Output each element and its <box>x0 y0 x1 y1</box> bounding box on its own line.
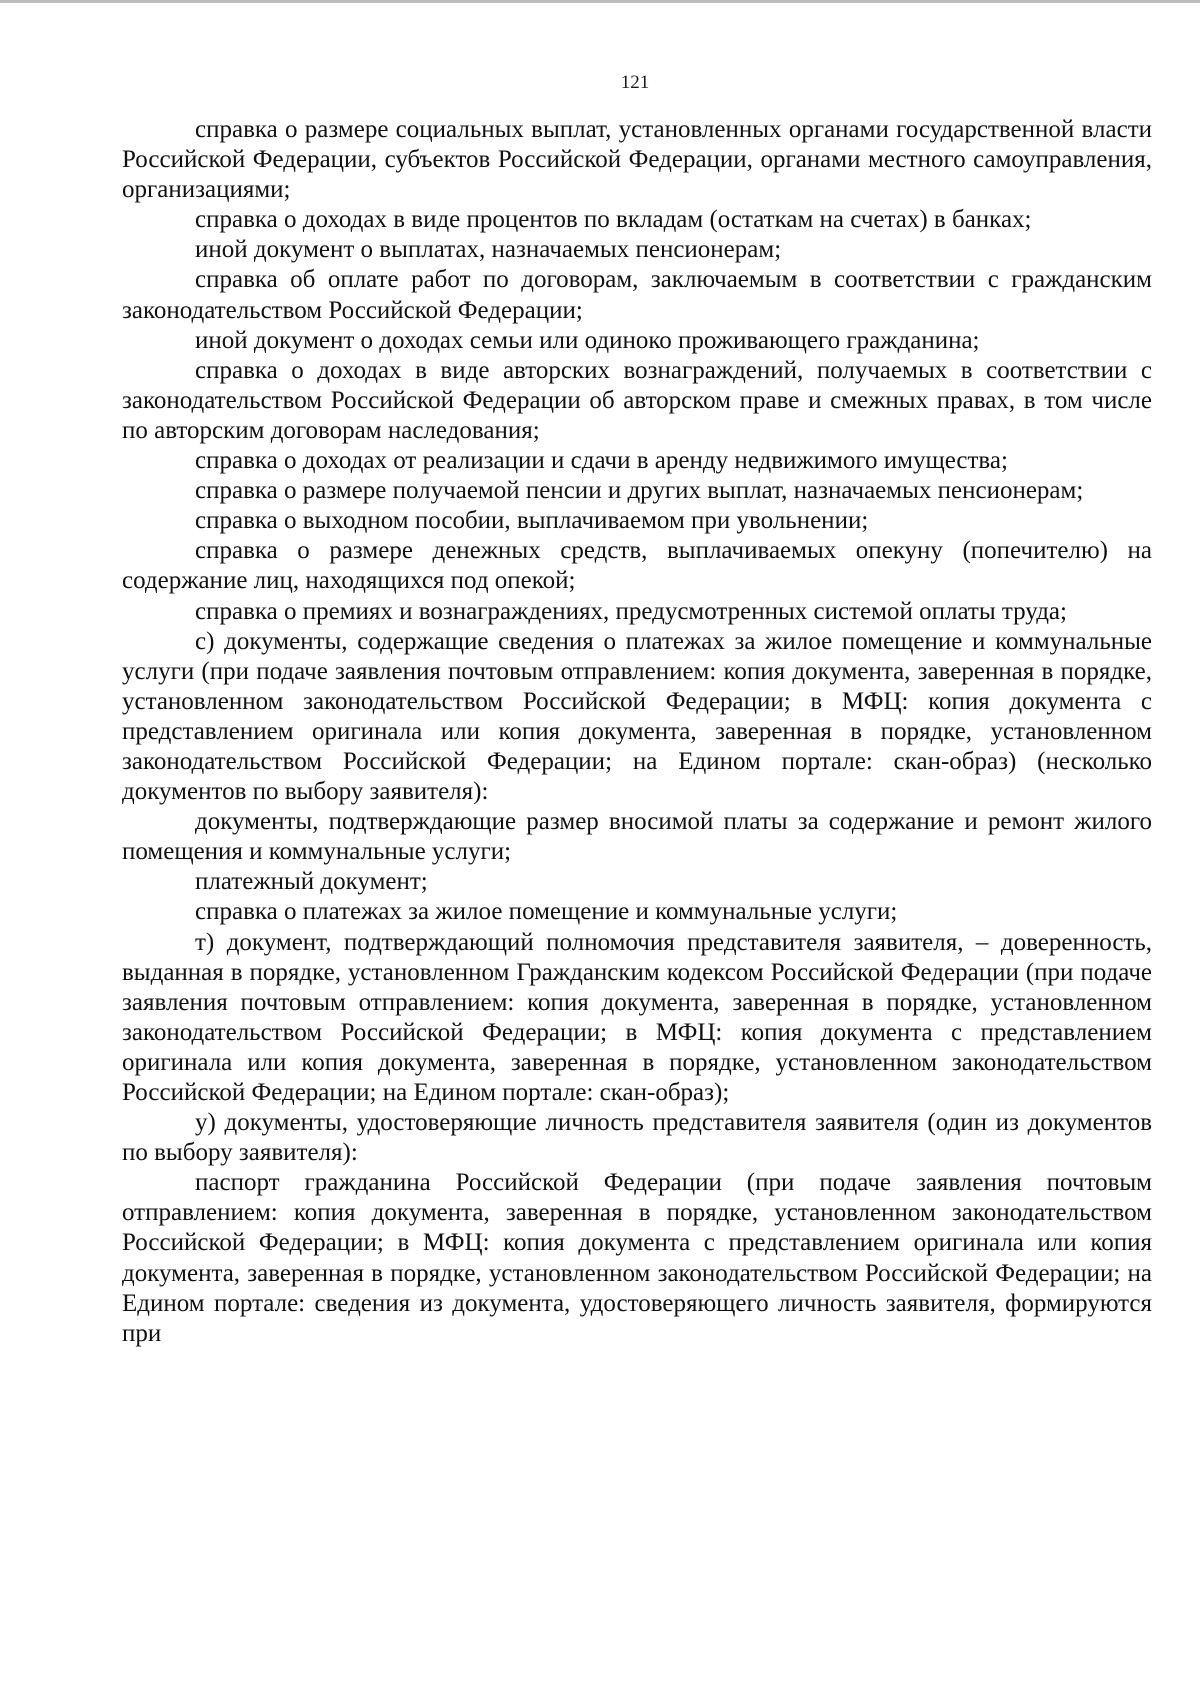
paragraph-item-t-power-of-attorney: т) документ, подтверждающий полномочия представителя заявителя, – доверенность, выданная в порядке, установленном Гражданским кодексом Российской Федерации (при подаче заявления почтовым отправлением: копия документа, заверенная в порядке, установленном законодательством Российской Федерации; в МФЦ: копия документа с представлением оригинала или копия документа, заверенная в порядке, установленном законодательством Российской Федерации; на Едином портале: скан-образ); <box>122 928 1152 1106</box>
top-edge-rule <box>0 0 1200 3</box>
paragraph-item-u-identity-documents: у) документы, удостоверяющие личность представителя заявителя (один из документов по выбору заявителя): <box>122 1109 1152 1167</box>
paragraph-payment-document: платежный документ; <box>195 868 428 896</box>
paragraph-pension-payments-doc: иной документ о выплатах, назначаемых пенсионерам; <box>195 236 782 264</box>
paragraph-contract-work: справка об оплате работ по договорам, заключаемым в соответствии с гражданским законодательством Российской Федерации; <box>122 266 1152 324</box>
paragraph-social-payments: справка о размере социальных выплат, установленных органами государственной власти Российской Федерации, субъектов Российской Федерации, органами местного самоуправления, организациями; <box>122 116 1152 204</box>
paragraph-family-income: иной документ о доходах семьи или одиноко проживающего гражданина; <box>195 326 980 354</box>
document-body <box>122 115 1152 1349</box>
paragraph-bonuses: справка о премиях и вознаграждениях, предусмотренных системой оплаты труда; <box>195 597 1067 625</box>
paragraph-real-estate-income: справка о доходах от реализации и сдачи в аренду недвижимого имущества; <box>195 447 1008 475</box>
paragraph-guardian-funds: справка о размере денежных средств, выплачиваемых опекуну (попечителю) на содержание лиц, находящихся под опекой; <box>122 537 1152 595</box>
paragraph-pension-amount: справка о размере получаемой пенсии и других выплат, назначаемых пенсионерам; <box>195 477 1084 505</box>
paragraph-passport: паспорт гражданина Российской Федерации (при подаче заявления почтовым отправлением: копия документа, заверенная в порядке, установленном законодательством Российской Федерации; в МФЦ: копия документа с представлением оригинала или копия документа, заверенная в порядке, установленном законодательством Российской Федерации; на Едином портале: сведения из документа, удостоверяющего личность заявителя, формируются при <box>122 1169 1152 1347</box>
paragraph-severance-pay: справка о выходном пособии, выплачиваемом при увольнении; <box>195 507 869 535</box>
paragraph-maintenance-fee-docs: документы, подтверждающие размер вносимой платы за содержание и ремонт жилого помещения и коммунальные услуги; <box>122 808 1152 866</box>
paragraph-author-royalties: справка о доходах в виде авторских вознаграждений, получаемых в соответствии с законодательством Российской Федерации об авторском праве и смежных правах, в том числе по авторским договорам наследования; <box>122 356 1152 444</box>
paragraph-utility-payments-certificate: справка о платежах за жилое помещение и коммунальные услуги; <box>195 898 898 926</box>
paragraph-bank-interest: справка о доходах в виде процентов по вкладам (остаткам на счетах) в банках; <box>195 206 1032 234</box>
page-number: 121 <box>620 72 650 93</box>
paragraph-item-s-housing-payments: с) документы, содержащие сведения о платежах за жилое помещение и коммунальные услуги (при подаче заявления почтовым отправлением: копия документа, заверенная в порядке, установленном законодательством Российской Федерации; в МФЦ: копия документа с представлением оригинала или копия документа, заверенная в порядке, установленном законодательством Российской Федерации; на Едином портале: скан-образ) (несколько документов по выбору заявителя): <box>122 627 1152 806</box>
